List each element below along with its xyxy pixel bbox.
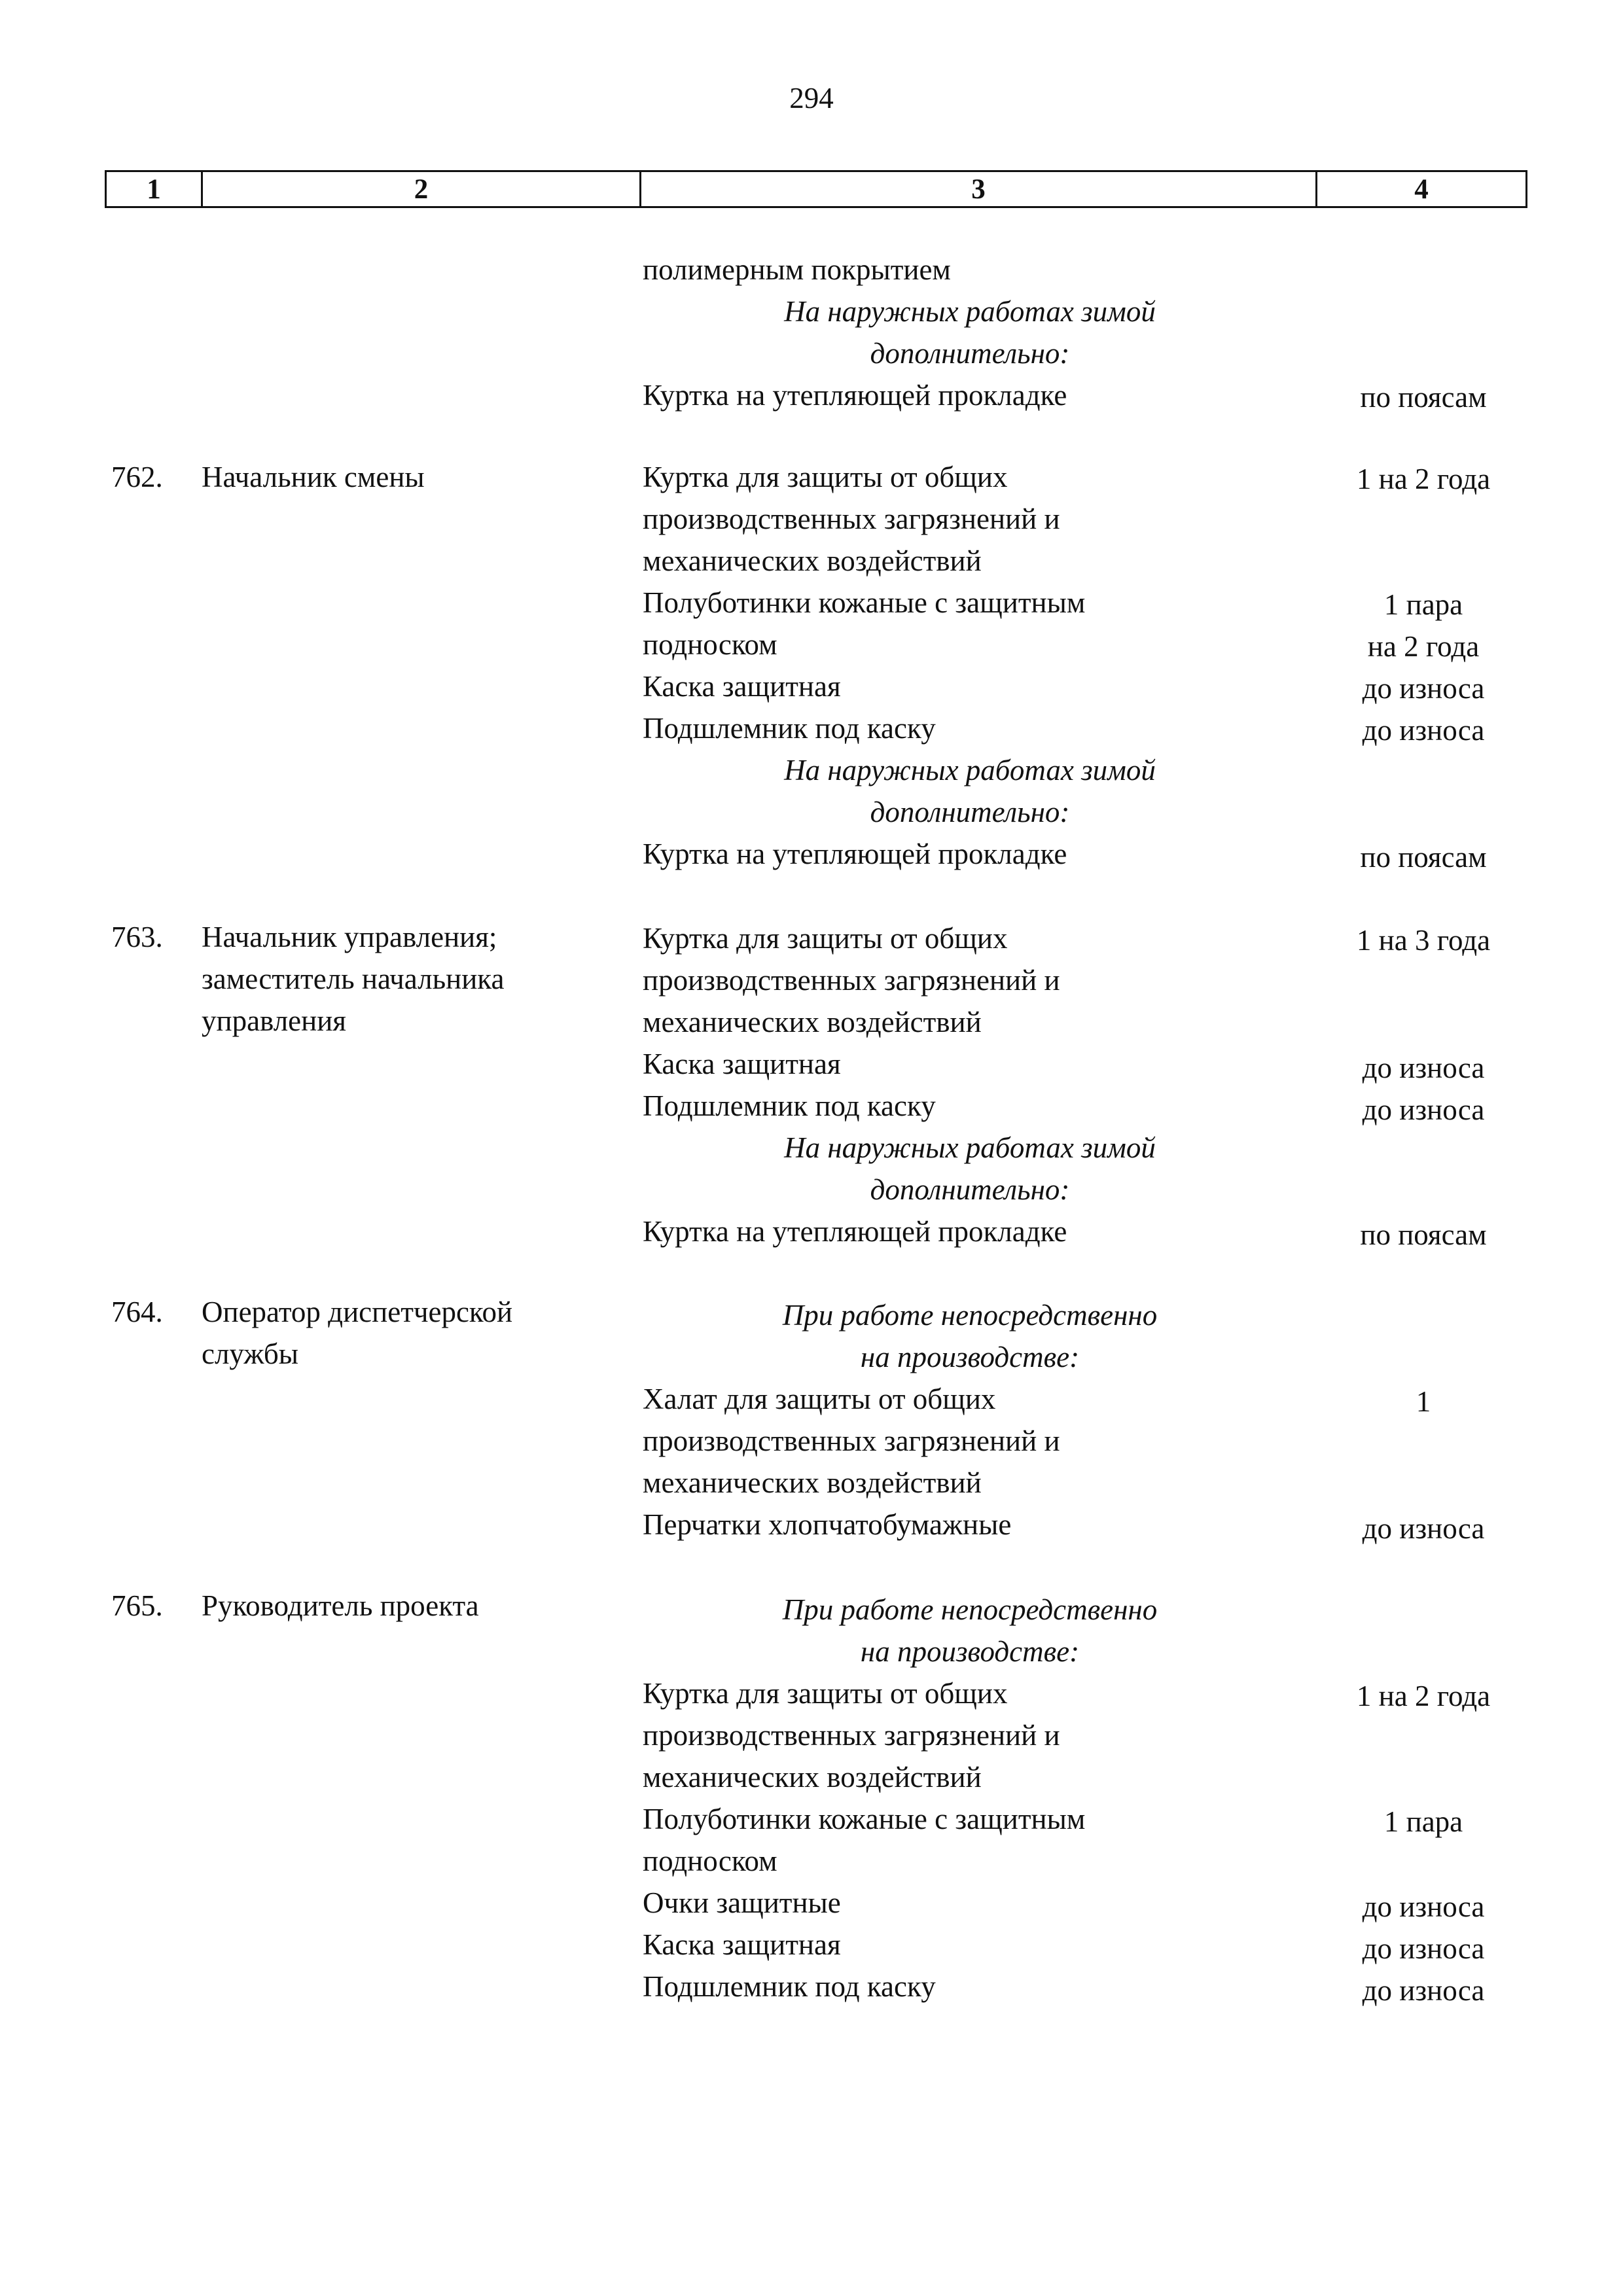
- page-number: 294: [789, 82, 834, 115]
- norm-value: до износа: [1362, 1051, 1485, 1084]
- row-number: 763.: [111, 921, 163, 953]
- item-line: подноском: [643, 628, 777, 661]
- condition-line: При работе непосредственно: [782, 1593, 1158, 1626]
- table-header: [105, 170, 1527, 208]
- norm-value: по поясам: [1360, 841, 1487, 874]
- item-line: Полуботинки кожаные с защитным: [643, 586, 1086, 619]
- item-line: производственных загрязнений и: [643, 1719, 1060, 1752]
- norm-value: 1: [1416, 1385, 1431, 1418]
- item-line: полимерным покрытием: [643, 253, 951, 286]
- item-line: механических воздействий: [643, 1761, 982, 1793]
- profession-name: Руководитель проекта: [202, 1589, 479, 1622]
- norm-value: по поясам: [1360, 1218, 1487, 1251]
- condition-line: на производстве:: [860, 1635, 1080, 1668]
- item-line: Куртка для защиты от общих: [643, 922, 1008, 955]
- norm-value: до износа: [1362, 1932, 1485, 1965]
- norm-value: по поясам: [1360, 381, 1487, 414]
- norm-value: 1 на 2 года: [1356, 1680, 1491, 1712]
- item-line: механических воздействий: [643, 1006, 982, 1038]
- norm-value: 1 на 2 года: [1356, 463, 1491, 495]
- item-line: Подшлемник под каску: [643, 1089, 936, 1122]
- header-col-4: 4: [1414, 173, 1429, 205]
- header-col-3: 3: [641, 172, 1317, 206]
- norm-value: до износа: [1362, 1093, 1485, 1126]
- item-line: производственных загрязнений и: [643, 1424, 1060, 1457]
- condition-line: дополнительно:: [870, 1173, 1070, 1206]
- item-line: Каска защитная: [643, 670, 841, 703]
- row-number: 764.: [111, 1296, 163, 1328]
- norm-value: до износа: [1362, 1890, 1485, 1923]
- item-line: Куртка на утепляющей прокладке: [643, 379, 1067, 412]
- condition-line: дополнительно:: [870, 337, 1070, 370]
- norm-value: 1 на 3 года: [1356, 924, 1491, 957]
- norm-value: 1 пара: [1383, 1805, 1463, 1838]
- profession-name: Начальник смены: [202, 461, 425, 493]
- profession-name: заместитель начальника: [202, 963, 505, 995]
- norm-value: до износа: [1362, 672, 1485, 705]
- norm-value: до износа: [1362, 1974, 1485, 2007]
- norm-value: 1 пара: [1383, 588, 1463, 621]
- condition-line: На наружных работах зимой: [784, 754, 1156, 786]
- condition-line: на производстве:: [860, 1341, 1080, 1373]
- condition-line: На наружных работах зимой: [784, 1131, 1156, 1164]
- item-line: Очки защитные: [643, 1886, 841, 1919]
- item-line: Перчатки хлопчатобумажные: [643, 1508, 1012, 1541]
- item-line: Подшлемник под каску: [643, 1970, 936, 2003]
- profession-name: Начальник управления;: [202, 921, 497, 953]
- item-line: Полуботинки кожаные с защитным: [643, 1803, 1086, 1835]
- row-number: 762.: [111, 461, 163, 493]
- item-line: Куртка для защиты от общих: [643, 461, 1008, 493]
- item-line: Халат для защиты от общих: [643, 1383, 996, 1415]
- item-line: подноском: [643, 1845, 777, 1877]
- profession-name: управления: [202, 1004, 347, 1037]
- condition-line: дополнительно:: [870, 796, 1070, 828]
- header-col-1: 1: [107, 172, 203, 206]
- item-line: Куртка для защиты от общих: [643, 1677, 1008, 1710]
- item-line: Куртка на утепляющей прокладке: [643, 1215, 1067, 1248]
- condition-line: При работе непосредственно: [782, 1299, 1158, 1332]
- header-col-2: 2: [203, 172, 641, 206]
- norm-value: на 2 года: [1367, 630, 1480, 663]
- condition-line: На наружных работах зимой: [784, 295, 1156, 328]
- item-line: производственных загрязнений и: [643, 964, 1060, 997]
- item-line: Куртка на утепляющей прокладке: [643, 838, 1067, 870]
- item-line: Каска защитная: [643, 1048, 841, 1080]
- item-line: производственных загрязнений и: [643, 503, 1060, 535]
- item-line: Подшлемник под каску: [643, 712, 936, 745]
- item-line: механических воздействий: [643, 1466, 982, 1499]
- item-line: Каска защитная: [643, 1928, 841, 1961]
- profession-name: Оператор диспетчерской: [202, 1296, 513, 1328]
- norm-value: до износа: [1362, 714, 1485, 747]
- profession-name: службы: [202, 1337, 298, 1370]
- row-number: 765.: [111, 1589, 163, 1622]
- item-line: механических воздействий: [643, 544, 982, 577]
- norm-value: до износа: [1362, 1512, 1485, 1545]
